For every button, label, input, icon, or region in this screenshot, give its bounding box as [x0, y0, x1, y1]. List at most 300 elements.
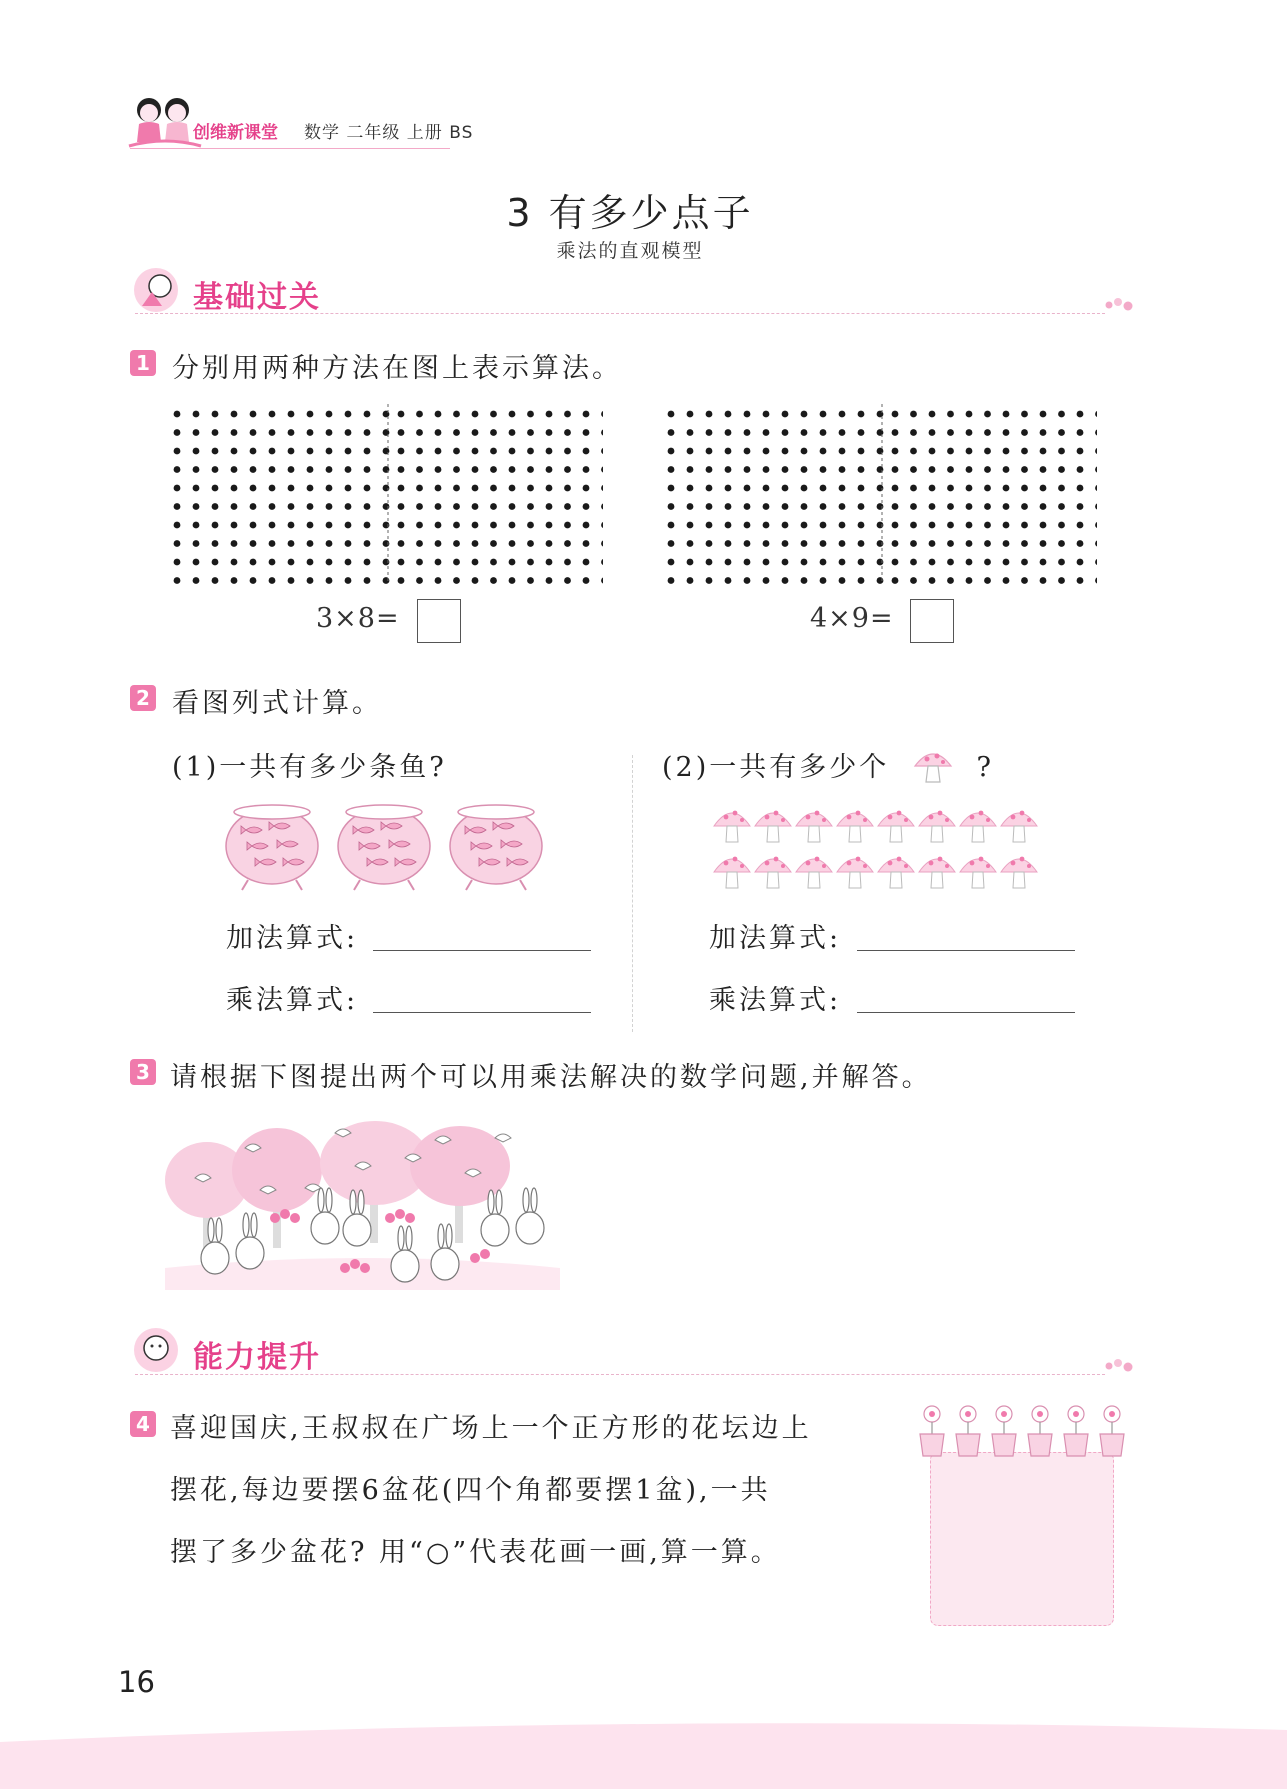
flower-pot [992, 1406, 1016, 1456]
dot [509, 522, 516, 529]
dot [947, 559, 954, 566]
dot [583, 503, 590, 510]
mushroom [837, 857, 873, 888]
dot [892, 411, 899, 418]
dot [1003, 522, 1010, 529]
question-text: 分别用两种方法在图上表示算法。 [172, 353, 622, 384]
dot [345, 577, 352, 584]
dot [1040, 411, 1047, 418]
dot [858, 577, 865, 584]
dot [174, 503, 181, 510]
dot [744, 559, 751, 566]
dot [601, 559, 603, 566]
dot [231, 485, 238, 492]
dot [1021, 503, 1028, 510]
dot [546, 522, 553, 529]
dot [288, 485, 295, 492]
dot [364, 503, 371, 510]
dot [288, 540, 295, 547]
dot [1095, 466, 1097, 473]
dot [472, 429, 479, 436]
dot [782, 503, 789, 510]
dot [472, 485, 479, 492]
dot [326, 559, 333, 566]
dot [763, 411, 770, 418]
dot [472, 503, 479, 510]
dot [307, 577, 314, 584]
dot [725, 485, 732, 492]
part2-add-blank[interactable] [857, 950, 1075, 951]
dot [472, 466, 479, 473]
dot [601, 429, 603, 436]
dot [345, 559, 352, 566]
dot [564, 522, 571, 529]
flower-pot [1028, 1406, 1052, 1456]
dot [984, 522, 991, 529]
dot [546, 448, 553, 455]
dot [435, 448, 442, 455]
dot [416, 448, 423, 455]
dot [416, 411, 423, 418]
dot [929, 540, 936, 547]
dot [1058, 429, 1065, 436]
dot [929, 429, 936, 436]
mushroom [1001, 857, 1037, 888]
dot [706, 448, 713, 455]
dot [398, 485, 405, 492]
dot [212, 411, 219, 418]
dot [231, 411, 238, 418]
section-title-basic: 基础过关 [193, 280, 321, 315]
dot [910, 466, 917, 473]
dot [858, 429, 865, 436]
dot [269, 522, 276, 529]
dot [782, 522, 789, 529]
dot [326, 429, 333, 436]
dot [763, 485, 770, 492]
dot [435, 429, 442, 436]
dot [984, 466, 991, 473]
dot [435, 485, 442, 492]
dot [564, 577, 571, 584]
dot [1003, 429, 1010, 436]
dot [250, 577, 257, 584]
dot [782, 448, 789, 455]
dot [687, 411, 694, 418]
dot [546, 429, 553, 436]
dot [782, 485, 789, 492]
dot [929, 522, 936, 529]
dot [910, 485, 917, 492]
dot [706, 466, 713, 473]
dot [1040, 577, 1047, 584]
dot [820, 429, 827, 436]
dot [345, 448, 352, 455]
dot [929, 577, 936, 584]
dot [947, 466, 954, 473]
dot [782, 577, 789, 584]
dot [398, 540, 405, 547]
dot [345, 540, 352, 547]
dot [212, 485, 219, 492]
dot [858, 522, 865, 529]
dot [1040, 540, 1047, 547]
dot [398, 466, 405, 473]
dot [839, 448, 846, 455]
dot [583, 429, 590, 436]
dot [910, 448, 917, 455]
dot [490, 448, 497, 455]
dot [564, 448, 571, 455]
dot [250, 429, 257, 436]
dot [583, 411, 590, 418]
dot [509, 540, 516, 547]
dot [801, 448, 808, 455]
dot [326, 466, 333, 473]
dot [782, 559, 789, 566]
dot [820, 540, 827, 547]
dot [398, 522, 405, 529]
dot [250, 503, 257, 510]
dot [929, 411, 936, 418]
dot [326, 485, 333, 492]
dot [910, 540, 917, 547]
dot [1058, 448, 1065, 455]
dot [801, 485, 808, 492]
dot [527, 448, 534, 455]
dot [839, 411, 846, 418]
dot [820, 522, 827, 529]
dot [801, 577, 808, 584]
dot [929, 466, 936, 473]
dot [706, 522, 713, 529]
dot [288, 466, 295, 473]
answer-box-left[interactable] [417, 599, 461, 643]
dot [345, 466, 352, 473]
dot [193, 503, 200, 510]
dot [509, 448, 516, 455]
dot [1077, 522, 1084, 529]
dot [472, 411, 479, 418]
decorative-dots-icon [1104, 1359, 1134, 1373]
dot [744, 540, 751, 547]
question-line-1: 喜迎国庆,王叔叔在广场上一个正方形的花坛边上 [170, 1413, 812, 1444]
dot [1095, 503, 1097, 510]
dot [231, 429, 238, 436]
flower-pots-row-image [912, 1402, 1134, 1462]
dot [564, 559, 571, 566]
dot [1040, 485, 1047, 492]
dot [490, 411, 497, 418]
dot [947, 503, 954, 510]
dot [269, 559, 276, 566]
dot [892, 540, 899, 547]
dot [307, 466, 314, 473]
dot [288, 559, 295, 566]
mushroom [796, 811, 832, 842]
children-mascot-icon [125, 92, 203, 152]
flower-pot [1064, 1406, 1088, 1456]
dot [490, 503, 497, 510]
dot [858, 466, 865, 473]
column-divider [632, 755, 633, 1032]
dot [910, 429, 917, 436]
mushroom [878, 811, 914, 842]
dot [490, 429, 497, 436]
dot [782, 411, 789, 418]
dot [1058, 411, 1065, 418]
dot [984, 485, 991, 492]
dot [687, 429, 694, 436]
dot [1021, 577, 1028, 584]
dot [453, 448, 460, 455]
dot [910, 559, 917, 566]
dot [839, 540, 846, 547]
dot [1095, 577, 1097, 584]
dot [763, 466, 770, 473]
dot [583, 577, 590, 584]
dot [725, 540, 732, 547]
dot-array-left[interactable] [163, 402, 603, 612]
dot [288, 522, 295, 529]
dot [583, 522, 590, 529]
dot [472, 559, 479, 566]
part1-mul-blank[interactable] [373, 1012, 591, 1013]
dot [364, 448, 371, 455]
mushroom [1001, 811, 1037, 842]
dot [601, 411, 603, 418]
dot [307, 485, 314, 492]
dot [193, 522, 200, 529]
mushroom [755, 811, 791, 842]
dot [966, 448, 973, 455]
dot [231, 503, 238, 510]
dot [564, 540, 571, 547]
dot [910, 522, 917, 529]
dot [564, 429, 571, 436]
formula-left: 3×8= [316, 603, 400, 634]
dot [193, 448, 200, 455]
part1-add-blank[interactable] [373, 950, 591, 951]
dot [725, 577, 732, 584]
book-info: 数学 二年级 上册 BS [304, 123, 474, 143]
dot [269, 448, 276, 455]
dot [706, 485, 713, 492]
dot [966, 411, 973, 418]
fishbowl [450, 805, 542, 890]
dot [687, 485, 694, 492]
dot [398, 559, 405, 566]
dot [509, 411, 516, 418]
dot [1058, 559, 1065, 566]
dot [345, 429, 352, 436]
question-number-badge: 2 [130, 685, 156, 711]
dot [1077, 466, 1084, 473]
dot [269, 540, 276, 547]
dot [820, 448, 827, 455]
dot [820, 485, 827, 492]
dot [1021, 559, 1028, 566]
dot [1058, 522, 1065, 529]
dot [583, 448, 590, 455]
dot [174, 522, 181, 529]
dot [307, 411, 314, 418]
dot [416, 522, 423, 529]
dot [364, 429, 371, 436]
dot [583, 485, 590, 492]
dot [398, 448, 405, 455]
dot [231, 577, 238, 584]
dot [1058, 540, 1065, 547]
dot [1003, 559, 1010, 566]
dot [1021, 466, 1028, 473]
mushroom [714, 811, 750, 842]
mushrooms-image [708, 800, 1044, 892]
dot [763, 448, 770, 455]
dot [820, 411, 827, 418]
dot [1040, 503, 1047, 510]
dot [288, 448, 295, 455]
dot [527, 522, 534, 529]
dot [435, 559, 442, 566]
dot [269, 411, 276, 418]
dot [174, 540, 181, 547]
dot [858, 503, 865, 510]
dot [763, 559, 770, 566]
dot [947, 577, 954, 584]
dot [435, 577, 442, 584]
dot [601, 485, 603, 492]
mushroom [837, 811, 873, 842]
dot [858, 485, 865, 492]
section-title-advanced: 能力提升 [193, 1340, 321, 1375]
mushroom [878, 857, 914, 888]
dot [744, 522, 751, 529]
dot [858, 559, 865, 566]
dot [398, 503, 405, 510]
dot [947, 540, 954, 547]
dot [564, 503, 571, 510]
dot [929, 559, 936, 566]
dot [174, 429, 181, 436]
dot [527, 577, 534, 584]
dot [231, 466, 238, 473]
dot [1021, 429, 1028, 436]
dot [725, 429, 732, 436]
dot [801, 466, 808, 473]
dot [1058, 485, 1065, 492]
dot-array-right[interactable] [657, 402, 1097, 612]
dot [509, 466, 516, 473]
dot [984, 577, 991, 584]
dot [801, 540, 808, 547]
dot [966, 485, 973, 492]
dot [453, 577, 460, 584]
dot [839, 522, 846, 529]
dot [174, 485, 181, 492]
dot [193, 559, 200, 566]
dot [725, 503, 732, 510]
dot [1095, 559, 1097, 566]
dot [527, 466, 534, 473]
dot [453, 503, 460, 510]
dot [174, 466, 181, 473]
dot [1003, 466, 1010, 473]
part2-prompt [662, 745, 994, 786]
dot [966, 559, 973, 566]
dot [398, 429, 405, 436]
dot [687, 522, 694, 529]
fishbowl [338, 805, 430, 890]
dot [453, 485, 460, 492]
dot [326, 540, 333, 547]
dot [1040, 448, 1047, 455]
dot [564, 411, 571, 418]
drawing-area[interactable] [930, 1452, 1114, 1626]
dot [250, 411, 257, 418]
dot [174, 411, 181, 418]
dot [763, 540, 770, 547]
dot [601, 577, 603, 584]
dot [288, 411, 295, 418]
dot [453, 466, 460, 473]
dot [966, 429, 973, 436]
dot [839, 559, 846, 566]
dot [250, 559, 257, 566]
dot [687, 448, 694, 455]
dot [472, 522, 479, 529]
dot [416, 540, 423, 547]
dot [744, 577, 751, 584]
dot [193, 411, 200, 418]
dot [601, 448, 603, 455]
fishbowls-image [220, 800, 550, 892]
dot [820, 466, 827, 473]
part2-prompt-question-mark: ? [976, 752, 994, 783]
dot [527, 485, 534, 492]
dot [839, 429, 846, 436]
dot [668, 411, 675, 418]
dot [820, 503, 827, 510]
dot [1077, 411, 1084, 418]
dot [307, 540, 314, 547]
dot [1095, 429, 1097, 436]
dot [706, 559, 713, 566]
flower-pot [956, 1406, 980, 1456]
dot [416, 466, 423, 473]
dot [725, 448, 732, 455]
dot [345, 485, 352, 492]
answer-box-right[interactable] [910, 599, 954, 643]
dot [929, 503, 936, 510]
dot [892, 466, 899, 473]
dot [668, 448, 675, 455]
dot [564, 485, 571, 492]
part2-mul-blank[interactable] [857, 1012, 1075, 1013]
part1-add-label: 加法算式: [226, 923, 359, 954]
dot [892, 503, 899, 510]
dot [416, 559, 423, 566]
dot [269, 485, 276, 492]
dot [966, 503, 973, 510]
dot [250, 448, 257, 455]
dot [288, 429, 295, 436]
question-number-badge: 4 [130, 1411, 156, 1437]
dot [193, 466, 200, 473]
dot [929, 485, 936, 492]
dot [947, 448, 954, 455]
dot [1003, 411, 1010, 418]
